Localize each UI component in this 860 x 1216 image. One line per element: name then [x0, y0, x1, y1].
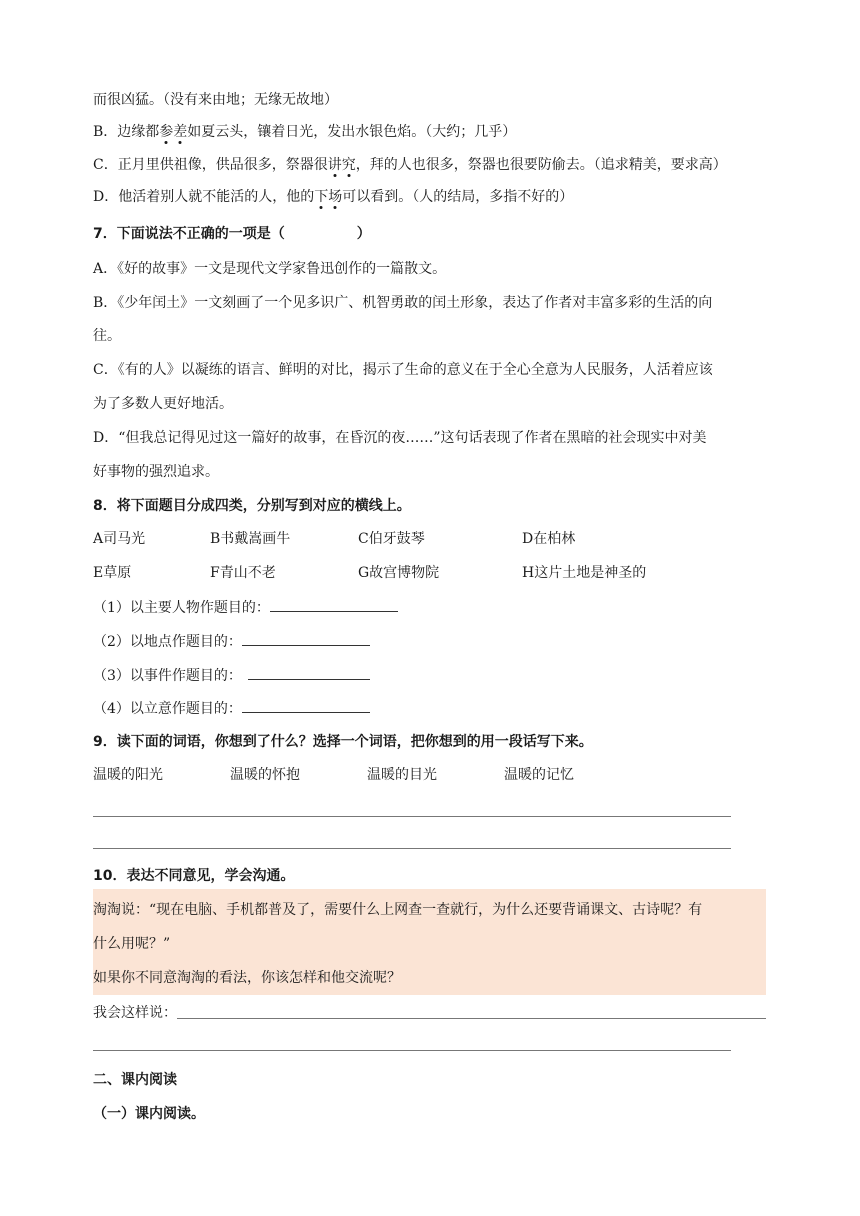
q7-stem-text: 7．下面说法不正确的一项是（	[93, 226, 285, 242]
q10-quote-line2: 什么用呢？”	[93, 936, 171, 952]
q6-d-post: 可以看到。（人的结局，多指不好的）	[342, 189, 574, 205]
answer-blank[interactable]	[270, 597, 398, 612]
q6-c-post: ，拜的人也很多，祭器也很要防偷去。（追求精美，要求高）	[355, 157, 727, 173]
q8-item: G故宫博物院	[358, 565, 440, 581]
q8-item: E草原	[93, 565, 132, 581]
q8-blank-line-2	[93, 631, 370, 652]
q10-answer-label: 我会这样说：	[93, 1005, 177, 1021]
q6-b-dotted-char-2: 差	[173, 124, 188, 140]
q8-item: H这片土地是神圣的	[522, 565, 647, 581]
q10-answer-line[interactable]	[93, 1050, 731, 1051]
q6-d-pre: D．他活着别人就不能活的人，他的	[93, 189, 315, 205]
q7-option-c-line2: 为了多数人更好地活。	[93, 396, 233, 412]
q6-c-dotted-char-1: 讲	[327, 157, 342, 173]
q6-d-dotted-char-2: 场	[328, 189, 343, 205]
q7-stem-end: ）	[356, 226, 371, 242]
q6-c-pre: C．正月里供祖像，供品很多，祭器很	[93, 157, 328, 173]
q8-item: D在柏林	[522, 531, 576, 547]
q6-b-dotted-char-1: 参	[159, 124, 174, 140]
q7-option-c-line1: C．《有的人》以凝练的语言、鲜明的对比，揭示了生命的意义在于全心全意为人民服务，人活着应该	[93, 362, 713, 378]
q9-word: 温暖的怀抱	[230, 767, 300, 783]
q6-b-post: 如夏云头，镶着日光，发出水银色焰。（大约；几乎）	[187, 124, 517, 140]
q6-option-a-tail: 而很凶猛。（没有来由地；无缘无故地）	[93, 92, 338, 108]
q10-question: 如果你不同意淘淘的看法，你该怎样和他交流呢？	[93, 970, 401, 986]
q7-option-b-line1: B．《少年闰土》一文刻画了一个见多识广、机智勇敢的闰土形象，表达了作者对丰富多彩的生活的向	[93, 295, 713, 311]
subsection-title: （一）课内阅读。	[93, 1106, 205, 1122]
q8-blank-label: （4）以立意作题目的：	[93, 701, 242, 717]
q9-stem: 9．读下面的词语，你想到了什么？选择一个词语，把你想到的用一段话写下来。	[93, 734, 593, 750]
q8-blank-label: （3）以事件作题目的：	[93, 668, 242, 684]
q10-quote-line1: 淘淘说：“现在电脑、手机都普及了，需要什么上网查一查就行，为什么还要背诵课文、古诗呢？有	[93, 902, 703, 918]
q7-option-a: A．《好的故事》一文是现代文学家鲁迅创作的一篇散文。	[93, 261, 447, 277]
q8-blank-line-4	[93, 698, 370, 719]
q7-option-b-line2: 往。	[93, 328, 121, 344]
q6-option-b	[93, 122, 516, 142]
q9-word: 温暖的记忆	[504, 767, 574, 783]
answer-blank[interactable]	[248, 665, 370, 680]
q8-blank-line-3	[93, 665, 370, 686]
answer-blank[interactable]	[242, 631, 370, 646]
q8-blank-label: （1）以主要人物作题目的：	[93, 600, 270, 616]
q6-option-d	[93, 187, 573, 207]
q7-option-d-line1: D．“但我总记得见过这一篇好的故事，在昏沉的夜……”这句话表现了作者在黑暗的社会现实中对美	[93, 430, 707, 446]
q6-option-c	[93, 155, 727, 175]
q7-option-d-line2: 好事物的强烈追求。	[93, 464, 219, 480]
q8-blank-line-1	[93, 597, 398, 618]
q10-stem: 10．表达不同意见，学会沟通。	[93, 868, 295, 884]
q8-item: C伯牙鼓琴	[358, 531, 425, 547]
q8-item: B书戴嵩画牛	[210, 531, 291, 547]
q8-blank-label: （2）以地点作题目的：	[93, 634, 242, 650]
q8-item: A司马光	[93, 531, 146, 547]
q7-stem	[93, 224, 371, 244]
q6-c-dotted-char-2: 究	[341, 157, 356, 173]
q6-b-pre: B．边缘都	[93, 124, 160, 140]
q9-word: 温暖的阳光	[93, 767, 163, 783]
q8-stem: 8．将下面题目分成四类，分别写到对应的横线上。	[93, 498, 411, 514]
q6-d-dotted-char-1: 下	[314, 189, 329, 205]
q9-answer-line[interactable]	[93, 848, 731, 849]
q10-answer-line[interactable]	[177, 1018, 766, 1019]
q9-answer-line[interactable]	[93, 816, 731, 817]
q9-word: 温暖的目光	[367, 767, 437, 783]
answer-blank[interactable]	[242, 698, 370, 713]
q8-item: F青山不老	[210, 565, 276, 581]
section-title: 二、课内阅读	[93, 1072, 177, 1088]
